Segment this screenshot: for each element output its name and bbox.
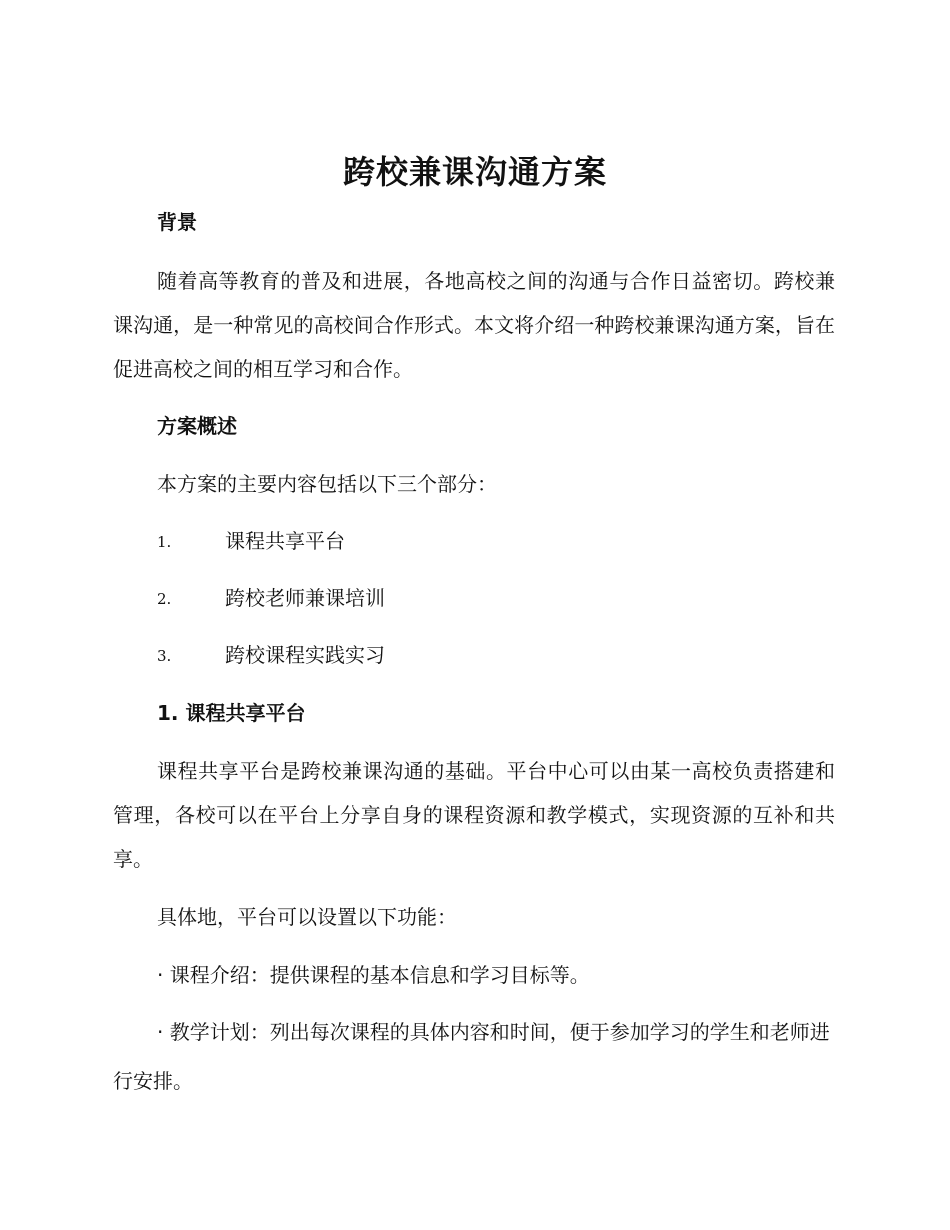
document-title: 跨校兼课沟通方案	[342, 153, 607, 191]
overview-intro: 本方案的主要内容包括以下三个部分：	[157, 472, 497, 496]
list-item-label: 跨校老师兼课培训	[225, 586, 385, 610]
list-item-number: 1.	[157, 533, 172, 551]
section-heading-background: 背景	[157, 210, 197, 234]
bullet-item: · 课程介绍：提供课程的基本信息和学习目标等。	[157, 963, 590, 987]
platform-paragraph: 课程共享平台是跨校兼课沟通的基础。平台中心可以由某一高校负责搭建和管理，各校可以在平台上分享自身的课程资源和教学模式，实现资源的互补和共享。	[113, 759, 835, 871]
background-paragraph: 随着高等教育的普及和进展，各地高校之间的沟通与合作日益密切。跨校兼课沟通，是一种常见的高校间合作形式。本文将介绍一种跨校兼课沟通方案，旨在促进高校之间的相互学习和合作。	[113, 269, 835, 381]
list-item-label: 跨校课程实践实习	[225, 643, 385, 667]
section-heading-overview: 方案概述	[157, 414, 237, 438]
section-heading-platform: 1. 课程共享平台	[157, 701, 306, 725]
functions-intro: 具体地，平台可以设置以下功能：	[157, 905, 457, 929]
list-item-number: 2.	[157, 590, 172, 608]
bullet-item: · 教学计划：列出每次课程的具体内容和时间，便于参加学习的学生和老师进行安排。	[113, 1020, 830, 1093]
list-item-number: 3.	[157, 647, 172, 665]
list-item-label: 课程共享平台	[225, 529, 345, 553]
